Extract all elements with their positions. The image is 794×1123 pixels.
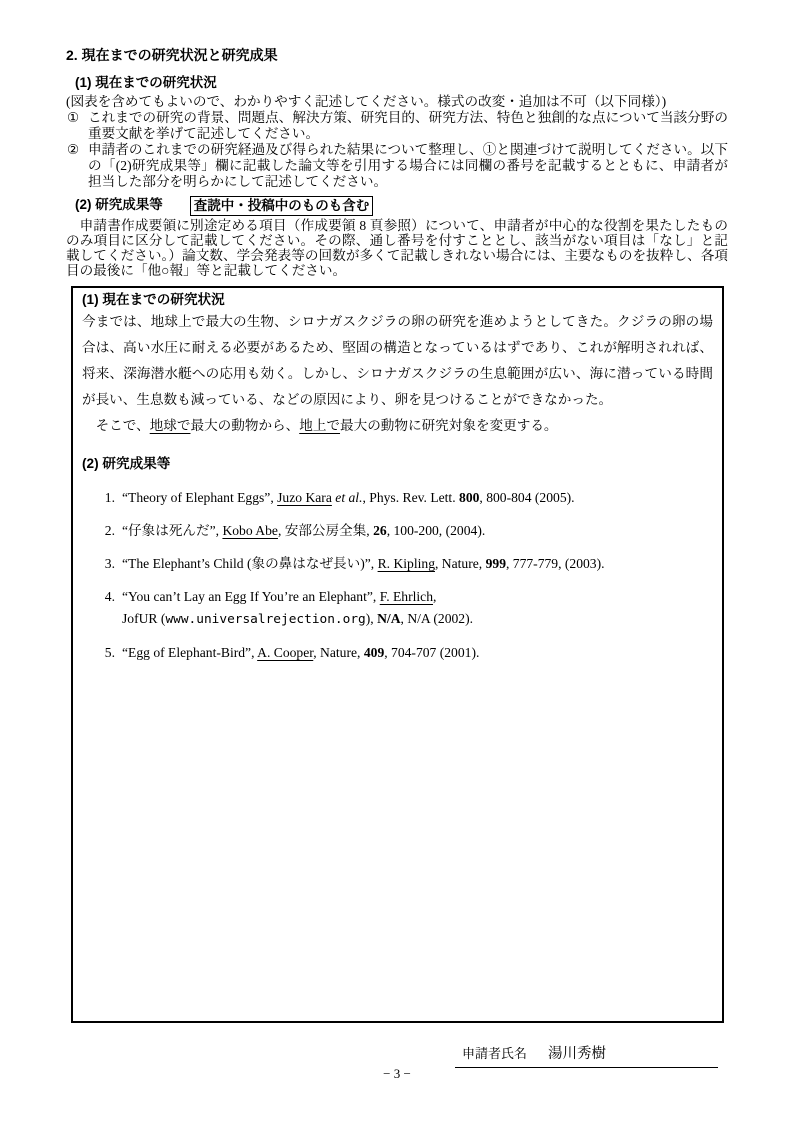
status-paragraph: 今までは、地球上で最大の生物、シロナガスクジラの卵の研究を進めようとしてきた。クジラの卵の場合は、高い水圧に耐える必要があるため、堅固の構造となっているはずであり、これが解明されれば、将来、深海潜水艇への応用も効く。しかし、シロナガスクジラの生息範囲が広い、海に潜っている時間が長い、生息数も減っている、などの原因により、卵を見つけることができなかった。 xyxy=(82,314,713,407)
instruction-item-1 xyxy=(66,110,728,142)
status-paragraphs xyxy=(82,309,713,439)
reference-item xyxy=(98,642,713,664)
reference-text: “The Elephant’s Child (象の鼻はなぜ長い)”, R. Kipling, Nature, 999, 777-779, (2003). xyxy=(122,556,605,571)
status-heading: (1) 現在までの研究状況 xyxy=(82,292,225,307)
reference-item xyxy=(98,520,713,542)
section2-heading-row xyxy=(75,196,728,216)
instruction-note: (図表を含めてもよいので、わかりやすく記述してください。様式の改変・追加は不可（以下同様）) xyxy=(66,94,667,109)
reference-number: 2. xyxy=(104,523,115,538)
section2-heading: (2) 研究成果等 xyxy=(75,197,163,212)
reference-text: “You can’t Lay an Egg If You’re an Elephant”, F. Ehrlich, JofUR (www.universalrejection.org), N/A, N/A (2002). xyxy=(122,589,474,627)
applicant-name-label: 申請者氏名 xyxy=(462,1046,528,1061)
page-number: − 3 − xyxy=(383,1066,411,1081)
review-status-badge: 査読中・投稿中のものも含む xyxy=(190,196,374,216)
section2-note: 申請書作成要領に別途定める項目（作成要領 8 頁参照）について、申請者が中心的な役割を果たしたもののみ項目に区分して記載してください。その際、通し番号を付すこととし、該当がない項目は「なし」と記載してください。）論文数、学会発表等の回数が多くて記載しきれない場合には、主要なものを抜粋し、各項目の最後に「他○報」等と記載してください。 xyxy=(66,218,728,278)
status-paragraph: そこで、地球で最大の動物から、地上で最大の動物に研究対象を変更する。 xyxy=(95,418,558,433)
circled-number-1: ① xyxy=(67,110,80,125)
applicant-name-row xyxy=(455,1042,718,1068)
instruction-header xyxy=(66,47,728,278)
reference-item xyxy=(98,586,713,631)
instruction-item-1-text: これまでの研究の背景、問題点、解決方策、研究目的、研究方法、特色と独創的な点について当該分野の重要文献を挙げて記述してください。 xyxy=(88,110,728,141)
reference-number: 1. xyxy=(104,490,115,505)
section1-heading: (1) 現在までの研究状況 xyxy=(75,75,217,90)
reference-list xyxy=(82,487,713,664)
reference-item xyxy=(98,553,713,575)
reference-text: “Egg of Elephant-Bird”, A. Cooper, Nature, 409, 704-707 (2001). xyxy=(122,645,480,660)
applicant-name-value: 湯川秀樹 xyxy=(548,1046,607,1062)
circled-number-2: ② xyxy=(67,142,80,157)
instruction-item-2-text: 申請者のこれまでの研究経過及び得られた結果について整理し、①と関連づけて説明してください。以下の「(2)研究成果等」欄に記載した論文等を引用する場合には同欄の番号を記載するとともに、申請者が担当した部分を明らかにして記述してください。 xyxy=(88,142,728,189)
reference-text: “Theory of Elephant Eggs”, Juzo Kara et al., Phys. Rev. Lett. 800, 800-804 (2005). xyxy=(122,490,575,505)
page-title: 2. 現在までの研究状況と研究成果 xyxy=(66,47,278,63)
reference-item xyxy=(98,487,713,509)
reference-number: 4. xyxy=(104,589,115,604)
entry-box xyxy=(71,286,724,1023)
reference-number: 3. xyxy=(104,556,115,571)
reference-text: “仔象は死んだ”, Kobo Abe, 安部公房全集, 26, 100-200, (2004). xyxy=(122,523,486,538)
instruction-item-2 xyxy=(66,142,728,190)
reference-number: 5. xyxy=(104,645,115,660)
results-heading: (2) 研究成果等 xyxy=(82,456,171,471)
